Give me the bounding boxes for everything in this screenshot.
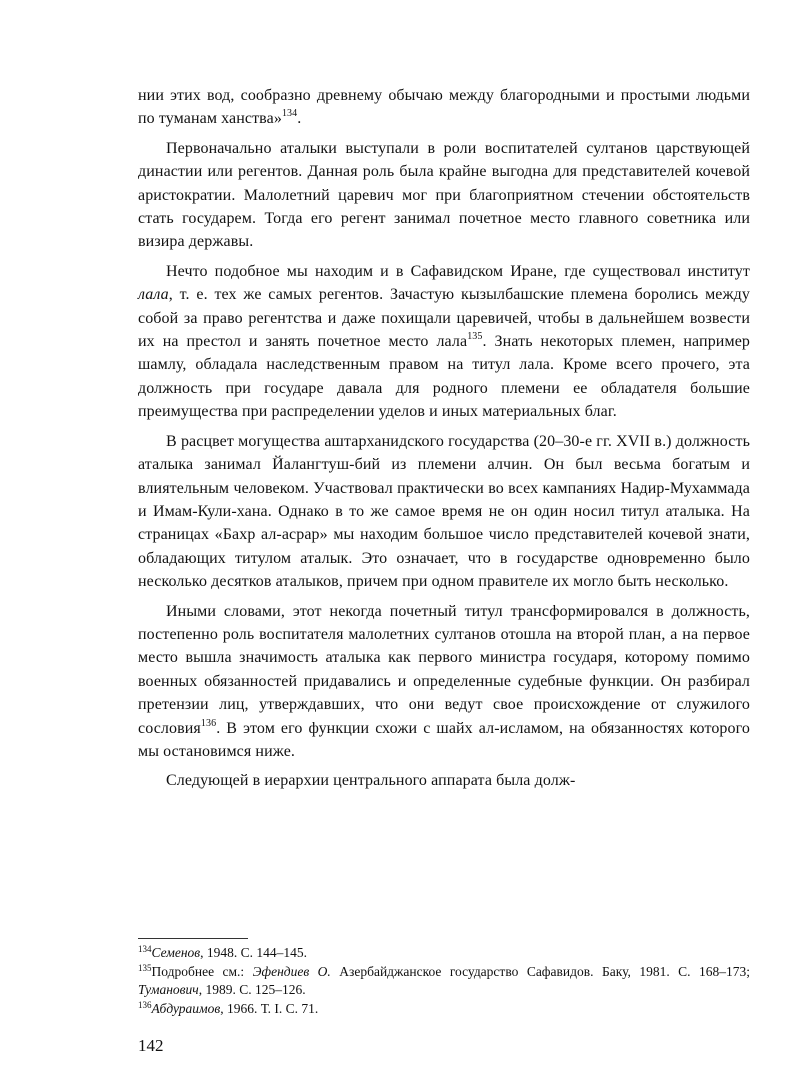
main-text [138, 84, 750, 799]
footnote-ref[interactable]: 135 [467, 331, 483, 343]
footnote: $^{136}$Абдураимов, 1966. Т. I. С. 71. [138, 999, 319, 1016]
footnote: $^{134}$Семенов, 1948. С. 144–145. [138, 944, 308, 960]
paragraph: Следующей в иерархии центрального аппарата была долж- [166, 772, 576, 790]
footnote: $^{135}$Подробнее см.: Эфендиев О. Азербайджанское государство Сафавидов. Баку, 1981. С. 168–173; Туманович, 1989. С. 125–126. [138, 962, 751, 997]
paragraph: Первоначально аталыки выступали в роли воспитателей султанов царствующей династии или регентов. Данная роль была крайне выгодна для представителей кочевой аристократии. Малолетний царевич мог при благоприятном стечении обстоятельств стать государем. Тогда его регент занимал почетное место главного советника или визира державы. [138, 139, 750, 251]
paragraph: Иными словами, этот некогда почетный титул трансформировался в должность, постепенно роль воспитателя малолетних султанов отошла на второй план, а на первое место вышла значимость аталыка как первого министра государя, которому помимо военных обязанностей придавались и определенные судебные функции. Он разбирал претензии лиц, утверждавших, что они ведут свое происхождение от служилого сословия$^{136}$. В этом его функции схожи с шайх ал-исламом, на обязанностях которого мы остановимся ниже. [138, 602, 750, 760]
footnote-ref[interactable]: 136 [200, 717, 217, 729]
footnotes [138, 944, 750, 1018]
footnote-ref[interactable]: 134 [281, 108, 298, 120]
paragraph: В расцвет могущества аштарханидского государства (20–30-е гг. XVII в.) должность аталыка занимал Йалангтуш-бий из племени алчин. Он был весьма богатым и влиятельным человеком. Участвовал практически во всех кампаниях Надир-Мухаммада и Имам-Кули-хана. Однако в то же самое время не он один носил титул аталыка. На страницах «Бахр ал-асрар» мы находим большое число представителей кочевой знати, обладающих титулом аталык. Это означает, что в государстве одновременно было несколько десятков аталыков, причем при одном правителе их могло быть несколько. [138, 432, 750, 591]
paragraph: нии этих вод, сообразно древнему обычаю между благородными и простыми людьми по туманам ханства»$^{134}$. [138, 87, 750, 128]
footnote-divider [138, 938, 248, 939]
page-number: 142 [138, 1036, 164, 1055]
paragraph: Нечто подобное мы находим и в Сафавидском Иране, где существовал институт лала, т. е. тех же самых регентов. Зачастую кызылбашские племена боролись между собой за право регентства и даже похищали царевичей, чтобы в дальнейшем возвести их на престол и занять почетное место лала$^{135}$. Знать некоторых племен, например шамлу, обладала наследственным правом на титул лала. Кроме всего прочего, эта должность при государе давала для родного племени ее обладателя большие преимущества при распределении уделов и иных материальных благ. [138, 262, 750, 421]
